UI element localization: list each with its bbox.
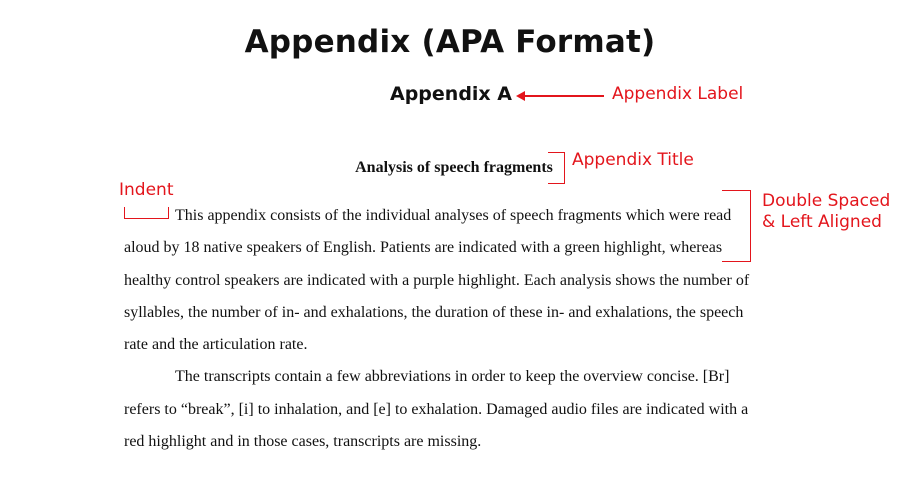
appendix-label: Appendix A	[390, 83, 513, 105]
annotation-indent: Indent	[119, 180, 174, 200]
paragraph: The transcripts contain a few abbreviations in order to keep the overview concise. [Br] refers to “break”, [i] to inhalation, and [e] to exhalation. Damaged audio files are indicated with a red highlight and in those cases, transcripts are missing.	[124, 368, 749, 451]
annotation-appendix-label: Appendix Label	[612, 84, 744, 104]
appendix-title: Analysis of speech fragments	[355, 159, 553, 176]
page-title: Appendix (APA Format)	[244, 24, 656, 60]
bracket-title-icon	[548, 152, 565, 184]
paragraph: This appendix consists of the individual analyses of speech fragments which were read aloud by 18 native speakers of English. Patients are indicated with a green highlight, whereas healthy control speakers are indicated with a purple highlight. Each analysis shows the number of syllables, the number of in- and exhalations, the duration of these in- and exhalations, the speech rate and the articulation rate.	[124, 207, 750, 354]
annotation-double-spaced: Double Spaced & Left Aligned	[762, 191, 891, 232]
appendix-body	[124, 200, 764, 458]
arrow-left-icon	[518, 95, 604, 97]
annotation-appendix-title: Appendix Title	[572, 150, 694, 170]
